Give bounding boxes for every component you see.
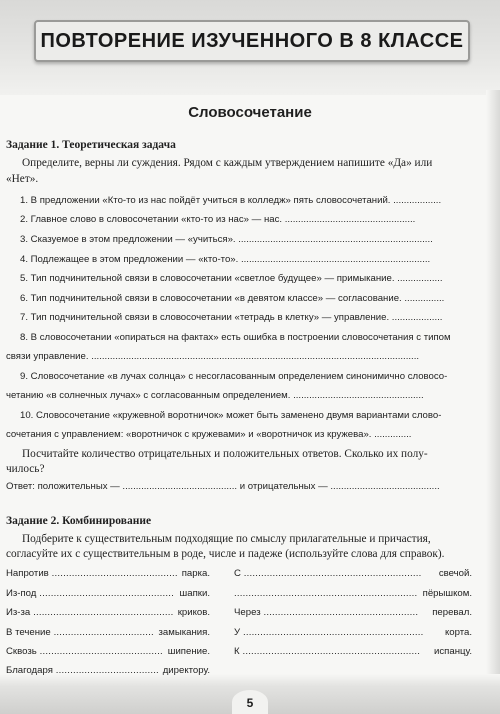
section-title: Словосочетание [188,104,312,121]
exercise-dots: ................................................................ [234,588,418,599]
exercise-noun: шапки. [179,588,210,599]
page-number: 5 [246,696,254,710]
exercise-dots: ............................................ [48,568,178,579]
exercise-dots: ................................... [50,627,154,638]
exercise-noun: корта. [444,627,472,638]
answer-line: Ответ: положительных — ........................................... и отрицательных — ......................................... [6,481,440,492]
exercise-noun: испанцу. [434,646,472,657]
exercise-right-4 [234,627,472,638]
exercise-start: Благодаря [6,665,53,676]
exercise-left-6 [6,665,210,676]
exercise-start: В течение [6,627,51,638]
exercise-noun: криков. [177,607,210,618]
task2-intro-line2: согласуйте их с существительным в роде, числе и падеже (используйте слова для справок). [6,548,445,560]
exercise-start: С [234,568,241,579]
exercise-dots: ............................................................... [240,627,424,638]
task1-heading: Задание 1. Теоретическая задача [6,139,176,151]
exercise-noun: парка. [181,568,210,579]
exercise-right-3 [234,607,472,618]
exercise-start: У [234,627,241,638]
statement-7: 7. Тип подчинительной связи в словосочетании «тетрадь в клетку» — управление. ................... [20,312,443,323]
statement-3: 3. Сказуемое в этом предложении — «учиться». ......................................................................... [20,234,433,245]
exercise-dots: .............................................................. [239,646,421,657]
exercise-noun: замыкания. [158,627,210,638]
exercise-left-3 [6,607,210,618]
exercise-dots: ........................................... [36,646,163,657]
exercise-dots: ................................................. [30,607,174,618]
chapter-title: ПОВТОРЕНИЕ ИЗУЧЕННОГО В 8 КЛАССЕ [40,29,464,52]
exercise-right-2 [234,588,472,599]
exercise-left-1 [6,568,210,579]
exercise-left-4 [6,627,210,638]
statement-9-line2: четанию «в солнечных лучах» с согласованным определением. ................................................. [6,390,424,401]
task2-heading: Задание 2. Комбинирование [6,515,152,527]
statement-8-line2: связи управление. ........................................................................................................................... [6,351,420,362]
count-question-line1: Посчитайте количество отрицательных и положительных ответов. Сколько их полу- [22,448,428,460]
task1-intro-line2: «Нет». [6,173,39,185]
exercise-noun: шипение. [167,646,210,657]
statement-5: 5. Тип подчинительной связи в словосочетании «светлое будущее» — примыкание. ................. [20,273,443,284]
right-edge-pattern [486,90,500,690]
exercise-noun: пёрышком. [422,588,472,599]
statement-4: 4. Подлежащее в этом предложении — «кто-то». ....................................................................... [20,254,431,265]
exercise-dots: ............................................... [36,588,174,599]
exercise-right-1 [234,568,472,579]
exercise-start: Из-под [6,588,37,599]
statement-1: 1. В предложении «Кто-то из нас пойдёт учиться в колледж» пять словосочетаний. .................. [20,195,442,206]
statement-8-line1: 8. В словосочетании «опираться на фактах» есть ошибка в построении словосочетания с типом [20,332,451,343]
exercise-start: Из-за [6,607,31,618]
exercise-start: К [234,646,240,657]
statement-10-line1: 10. Словосочетание «кружевной воротничок» может быть заменено двумя вариантами слово- [20,410,442,421]
statement-2: 2. Главное слово в словосочетании «кто-то из нас» — нас. ................................................. [20,214,416,225]
exercise-right-5 [234,646,472,657]
exercise-start: Сквозь [6,646,37,657]
statement-9-line1: 9. Словосочетание «в лучах солнца» с несогласованным определением синонимично словосо- [20,371,448,382]
task1-intro-line1: Определите, верны ли суждения. Рядом с каждым утверждением напишите «Да» или [22,157,433,169]
exercise-dots: .................................... [52,665,159,676]
exercise-start: Через [234,607,261,618]
exercise-noun: свечой. [438,568,472,579]
statement-6: 6. Тип подчинительной связи в словосочетании «в девятом классе» — согласование. ............... [20,293,445,304]
count-question-line2: чилось? [6,463,45,475]
exercise-dots: ...................................................... [260,607,419,618]
exercise-noun: перевал. [432,607,472,618]
task2-intro-line1: Подберите к существительным подходящие по смыслу прилагательные и причастия, [22,533,431,545]
chapter-banner [34,20,470,62]
exercise-left-5 [6,646,210,657]
exercise-dots: .............................................................. [240,568,422,579]
exercise-left-2 [6,588,210,599]
exercise-noun: директору. [162,665,210,676]
statement-10-line2: сочетания с управлением: «воротничок с кружевами» и «воротничок из кружева». .............. [6,429,412,440]
exercise-start: Напротив [6,568,49,579]
